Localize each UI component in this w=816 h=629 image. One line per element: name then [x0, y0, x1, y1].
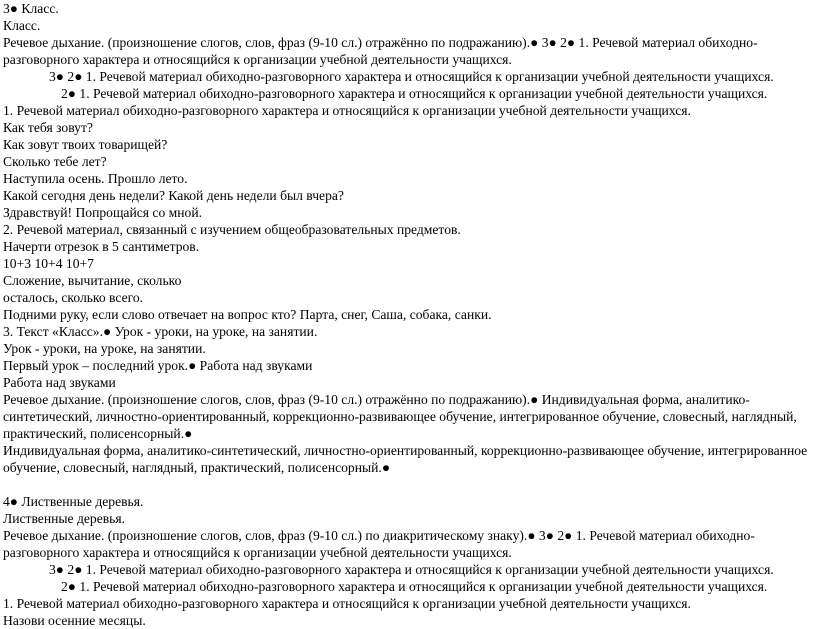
text-line: разговорного характера и относящийся к организации учебной деятельности учащихся.	[3, 545, 512, 560]
text-line: Речевое дыхание. (произношение слогов, слов, фраз (9-10 сл.) отражённо по подражанию).● Индивидуальная форма, аналитико-	[3, 392, 750, 407]
text-line: 1. Речевой материал обиходно-разговорного характера и относящийся к организации учебной деятельности учащихся.	[3, 596, 691, 611]
text-line: Сколько тебе лет?	[3, 154, 107, 169]
text-line: 10+3 10+4 10+7	[3, 256, 94, 271]
text-line: Первый урок – последний урок.● Работа над звуками	[3, 358, 313, 373]
text-line: Как зовут твоих товарищей?	[3, 137, 168, 152]
text-line: Речевое дыхание. (произношение слогов, слов, фраз (9-10 сл.) по диакритическому знаку).● 3● 2● 1. Речевой материал обиходно-	[3, 528, 755, 543]
text-line: разговорного характера и относящийся к организации учебной деятельности учащихся.	[3, 52, 512, 67]
text-line: 3● Класс.	[3, 1, 59, 16]
text-line: 3. Текст «Класс».● Урок - уроки, на уроке, на занятии.	[3, 324, 318, 339]
text-line: Здравствуй! Попрощайся со мной.	[3, 205, 203, 220]
text-line: Речевое дыхание. (произношение слогов, слов, фраз (9-10 сл.) отражённо по подражанию).● 3● 2● 1. Речевой материал обиходно-	[3, 35, 758, 50]
text-line: 2● 1. Речевой материал обиходно-разговорного характера и относящийся к организации учебной деятельности учащихся.	[61, 86, 768, 101]
text-line: Работа над звуками	[3, 375, 116, 390]
text-line: 2● 1. Речевой материал обиходно-разговорного характера и относящийся к организации учебной деятельности учащихся.	[61, 579, 768, 594]
text-line: 1. Речевой материал обиходно-разговорного характера и относящийся к организации учебной деятельности учащихся.	[3, 103, 691, 118]
text-line: Индивидуальная форма, аналитико-синтетический, личностно-ориентированный, коррекционно-развивающее обучение, интегрированное	[3, 443, 808, 458]
text-line: Какой сегодня день недели? Какой день недели был вчера?	[3, 188, 344, 203]
text-line: практический, полисенсорный.●	[3, 426, 193, 441]
text-line: 3● 2● 1. Речевой материал обиходно-разговорного характера и относящийся к организации учебной деятельности учащихся.	[49, 562, 774, 577]
text-line: синтетический, личностно-ориентированный, коррекционно-развивающее обучение, интегрированное обучение, словесный, наглядный,	[3, 409, 797, 424]
text-line: Подними руку, если слово отвечает на вопрос кто? Парта, снег, Саша, собака, санки.	[3, 307, 492, 322]
text-line: Наступила осень. Прошло лето.	[3, 171, 188, 186]
text-line: Лиственные деревья.	[3, 511, 126, 526]
text-line: обучение, словесный, наглядный, практический, полисенсорный.●	[3, 460, 391, 475]
text-line: 2. Речевой материал, связанный с изучением общеобразовательных предметов.	[3, 222, 461, 237]
text-line: Сложение, вычитание, сколько	[3, 273, 182, 288]
text-line: Класс.	[3, 18, 41, 33]
text-line: 3● 2● 1. Речевой материал обиходно-разговорного характера и относящийся к организации учебной деятельности учащихся.	[49, 69, 774, 84]
text-line: Назови осенние месяцы.	[3, 613, 146, 628]
text-line: осталось, сколько всего.	[3, 290, 144, 305]
text-line: Урок - уроки, на уроке, на занятии.	[3, 341, 206, 356]
text-line: Как тебя зовут?	[3, 120, 93, 135]
text-line: 4● Лиственные деревья.	[3, 494, 144, 509]
text-line: Начерти отрезок в 5 сантиметров.	[3, 239, 200, 254]
